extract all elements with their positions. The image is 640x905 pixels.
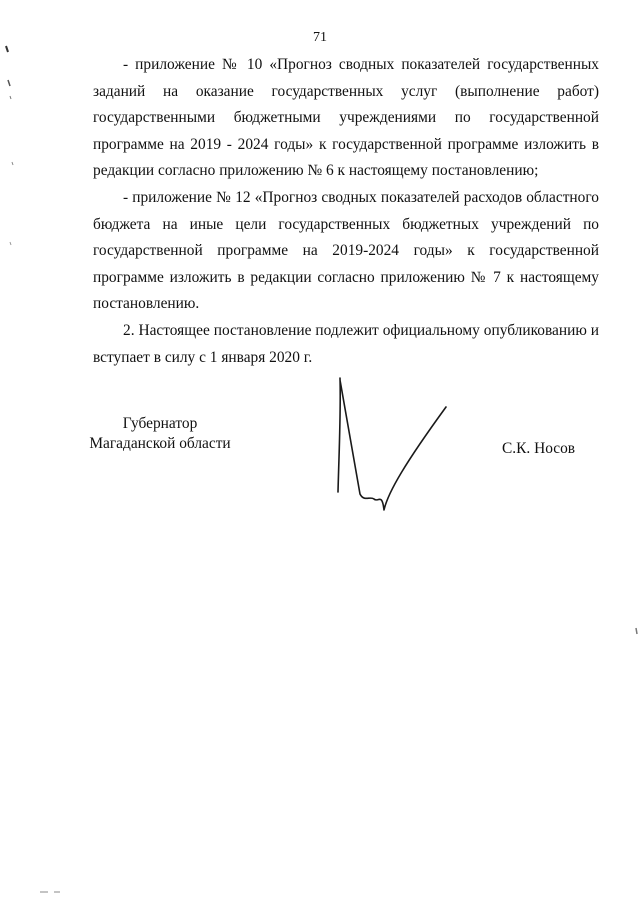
signatory-name: С.К. Носов xyxy=(502,440,576,457)
paragraph-effective-date: 2. Настоящее постановление подлежит официальному опубликованию и вступает в силу с 1 января 2020 г. xyxy=(93,321,599,366)
signatory-title xyxy=(60,414,260,454)
signatory-title-line1: Губернатор xyxy=(122,415,198,432)
page-number: 71 xyxy=(313,30,327,45)
document-body xyxy=(93,52,599,371)
handwritten-signature xyxy=(326,372,456,517)
paragraph-appendix-10: - приложение № 10 «Прогноз сводных показателей государственных заданий на оказание государственных услуг (выполнение работ) государственными бюджетными учреждениями по государственной программе на 2019 - 2024 годы» к государственной программе изложить в редакции согласно приложению № 6 к настоящему постановлению; xyxy=(93,56,599,180)
signatory-title-line2: Магаданской области xyxy=(89,435,231,452)
paragraph-appendix-12: - приложение № 12 «Прогноз сводных показателей расходов областного бюджета на иные цели государственных бюджетных учреждений по государственной программе на 2019-2024 годы» к государственной программе изложить в редакции согласно приложению № 7 к настоящему постановлению. xyxy=(93,188,599,313)
